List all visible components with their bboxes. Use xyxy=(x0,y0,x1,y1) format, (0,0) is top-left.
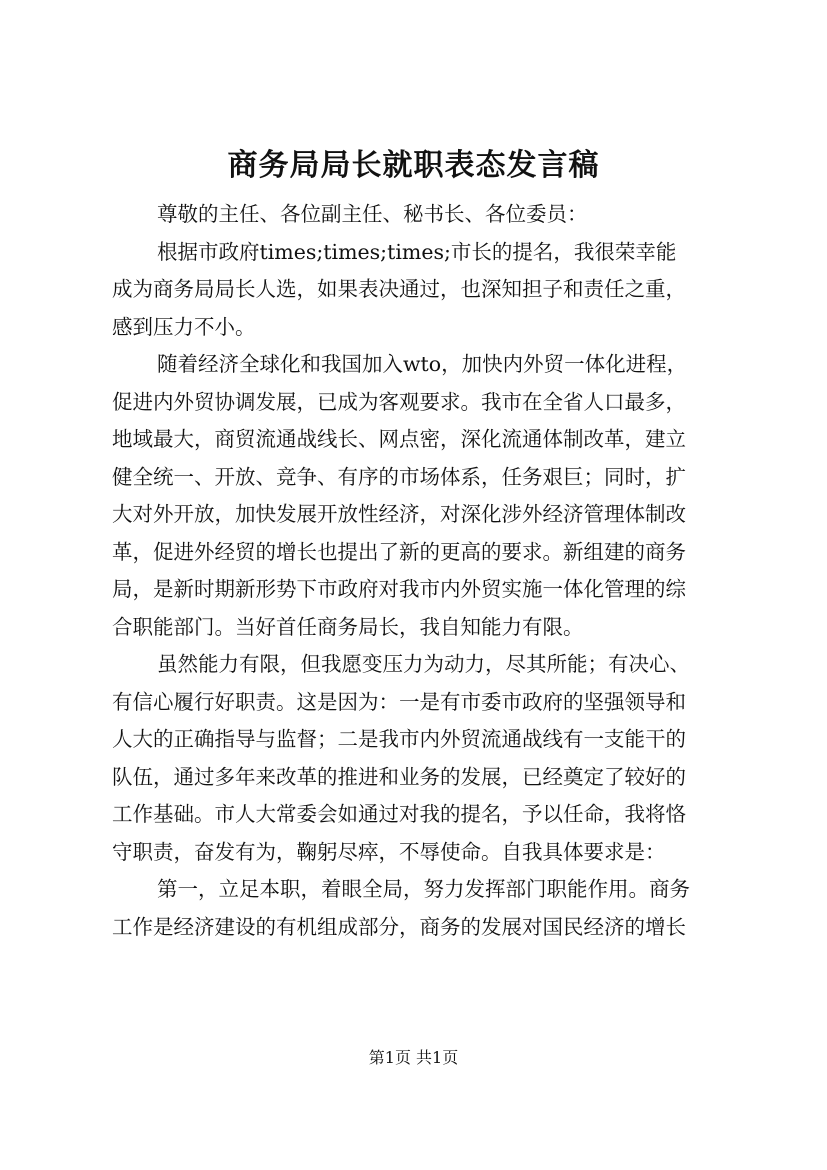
page-footer: 第1页 共1页 xyxy=(368,1048,459,1067)
document-body xyxy=(112,196,738,946)
paragraph-line: 人大的正确指导与监督；二是我市内外贸流通战线有一支能干的 xyxy=(112,727,686,751)
paragraph-line: 促进内外贸协调发展，已成为客观要求。我市在全省人口最多， xyxy=(112,389,686,414)
paragraph-line: 局，是新时期新形势下市政府对我市内外贸实施一体化管理的综 xyxy=(112,577,686,601)
paragraph-line: 合职能部门。当好首任商务局长，我自知能力有限。 xyxy=(112,614,584,639)
paragraph-line: 工作基础。市人大常委会如通过对我的提名，予以任命，我将恪 xyxy=(112,802,686,826)
paragraph-line: 随着经济全球化和我国加入wto，加快内外贸一体化进程， xyxy=(157,352,688,376)
paragraph-line: 革，促进外经贸的增长也提出了新的更高的要求。新组建的商务 xyxy=(112,539,686,564)
paragraph-line: 第一，立足本职，着眼全局，努力发挥部门职能作用。商务 xyxy=(157,877,690,901)
paragraph-line: 健全统一、开放、竞争、有序的市场体系，任务艰巨；同时，扩 xyxy=(112,464,686,489)
paragraph-line: 感到压力不小。 xyxy=(112,314,256,339)
paragraph-line: 虽然能力有限，但我愿变压力为动力，尽其所能；有决心、 xyxy=(157,652,690,676)
paragraph-line: 地域最大，商贸流通战线长、网点密，深化流通体制改革，建立 xyxy=(112,427,686,451)
paragraph-line: 有信心履行好职责。这是因为：一是有市委市政府的坚强领导和 xyxy=(112,689,686,714)
paragraph-line: 尊敬的主任、各位副主任、秘书长、各位委员： xyxy=(157,202,588,226)
paragraph-line: 队伍，通过多年来改革的推进和业务的发展，已经奠定了较好的 xyxy=(112,764,686,789)
paragraph-line: 大对外开放，加快发展开放性经济，对深化涉外经济管理体制改 xyxy=(112,502,686,526)
document-title: 商务局局长就职表态发言稿 xyxy=(227,148,600,183)
paragraph-line: 工作是经济建设的有机组成部分，商务的发展对国民经济的增长 xyxy=(112,914,686,939)
paragraph-line: 根据市政府times;times;times;市长的提名，我很荣幸能 xyxy=(157,239,677,264)
paragraph-line: 成为商务局局长人选，如果表决通过，也深知担子和责任之重， xyxy=(112,277,686,301)
paragraph-line: 守职责，奋发有为，鞠躬尽瘁，不辱使命。自我具体要求是： xyxy=(112,839,666,864)
